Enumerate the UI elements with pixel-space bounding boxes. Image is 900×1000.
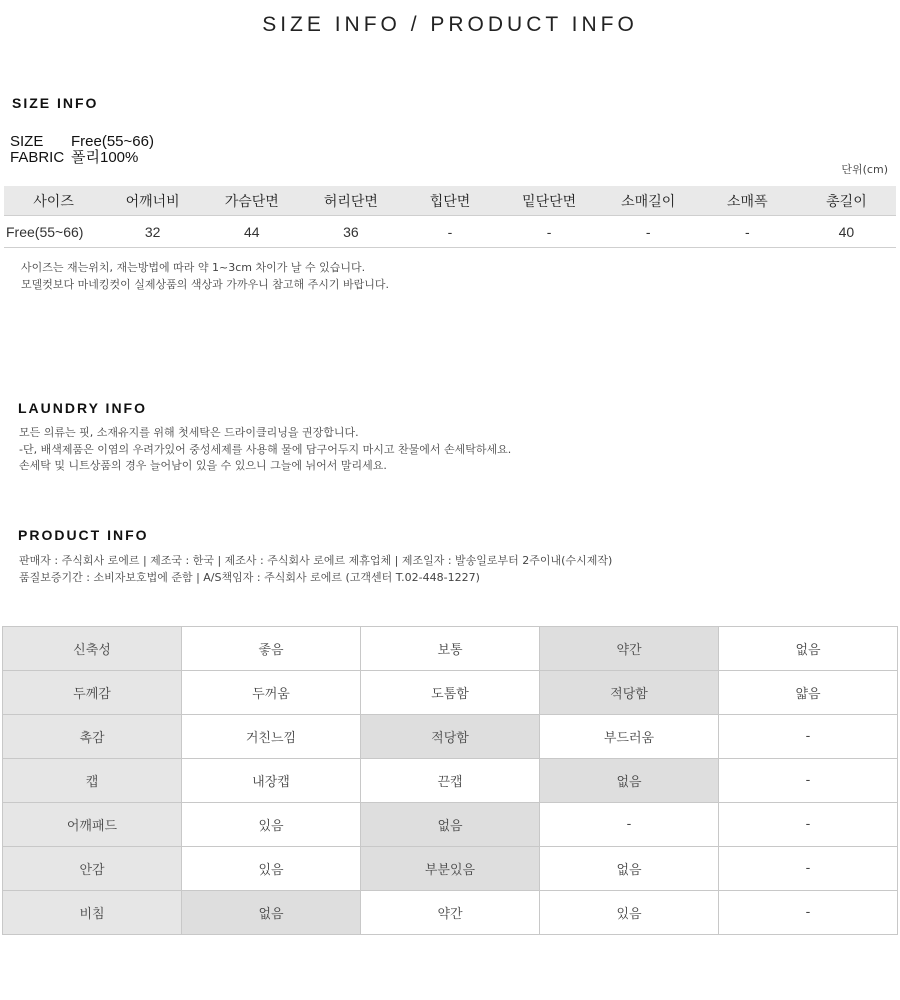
- attribute-option: 있음: [540, 891, 719, 935]
- size-cell: Free(55~66): [4, 216, 103, 248]
- size-note: 모델컷보다 마네킹컷이 실제상품의 색상과 가까우니 참고해 주시기 바랍니다.: [21, 277, 390, 291]
- laundry-text: [19, 425, 511, 475]
- product-line: 품질보증기간 : 소비자보호법에 준함 | A/S책임자 : 주식회사 로에르 (고객센터 T.02-448-1227): [19, 570, 480, 584]
- size-column-header: 사이즈: [4, 186, 103, 216]
- attribute-option: -: [719, 715, 898, 759]
- attribute-label: 어깨패드: [3, 803, 182, 847]
- laundry-info-heading: LAUNDRY INFO: [18, 400, 147, 416]
- attribute-option-selected: 약간: [540, 627, 719, 671]
- attribute-row: [3, 803, 898, 847]
- attribute-option-selected: 없음: [540, 759, 719, 803]
- size-cell: -: [698, 216, 797, 248]
- attribute-row: [3, 759, 898, 803]
- size-column-header: 총길이: [797, 186, 896, 216]
- table-row: [4, 216, 896, 248]
- size-cell: 44: [202, 216, 301, 248]
- size-table-header: [4, 186, 896, 216]
- attribute-option: 두꺼움: [182, 671, 361, 715]
- unit-label: 단위(cm): [841, 163, 888, 176]
- size-note: 사이즈는 재는위치, 재는방법에 따라 약 1~3cm 차이가 날 수 있습니다.: [21, 261, 366, 274]
- size-column-header: 힙단면: [400, 186, 499, 216]
- attribute-option: 없음: [719, 627, 898, 671]
- attribute-row: [3, 891, 898, 935]
- laundry-line: 손세탁 및 니트상품의 경우 늘어남이 있을 수 있으니 그늘에 뉘어서 말리세요.: [19, 459, 387, 472]
- attribute-option: 있음: [182, 803, 361, 847]
- size-info-heading: SIZE INFO: [12, 95, 99, 111]
- size-column-header: 가슴단면: [202, 186, 301, 216]
- product-line: 판매자 : 주식회사 로에르 | 제조국 : 한국 | 제조사 : 주식회사 로에르 제휴업체 | 제조일자 : 발송일로부터 2주이내(수시제작): [19, 554, 613, 567]
- size-column-header: 허리단면: [301, 186, 400, 216]
- attribute-option-selected: 없음: [361, 803, 540, 847]
- size-cell: -: [599, 216, 698, 248]
- attribute-option: 내장캡: [182, 759, 361, 803]
- attribute-row: [3, 627, 898, 671]
- attribute-row: [3, 671, 898, 715]
- attribute-label: 안감: [3, 847, 182, 891]
- laundry-line: -단, 배색제품은 이염의 우려가있어 중성세제를 사용해 물에 담구어두지 마시고 찬물에서 손세탁하세요.: [19, 442, 512, 456]
- attribute-label: 캡: [3, 759, 182, 803]
- size-cell: -: [400, 216, 499, 248]
- attribute-row: [3, 715, 898, 759]
- size-column-header: 밑단단면: [500, 186, 599, 216]
- size-spec: [10, 134, 154, 166]
- product-info-heading: PRODUCT INFO: [18, 527, 149, 543]
- size-cell: 36: [301, 216, 400, 248]
- attribute-label: 두께감: [3, 671, 182, 715]
- size-value: Free(55~66): [71, 133, 154, 150]
- size-label: SIZE: [10, 133, 44, 150]
- attribute-option: 거친느낌: [182, 715, 361, 759]
- attribute-label: 촉감: [3, 715, 182, 759]
- attribute-option: -: [540, 803, 719, 847]
- laundry-line: 모든 의류는 핏, 소재유지를 위해 첫세탁은 드라이클리닝을 권장합니다.: [19, 426, 359, 439]
- attribute-option-selected: 적당함: [540, 671, 719, 715]
- size-column-header: 어깨너비: [103, 186, 202, 216]
- size-cell: 40: [797, 216, 896, 248]
- attribute-label: 신축성: [3, 627, 182, 671]
- page-title: SIZE INFO / PRODUCT INFO: [262, 13, 638, 36]
- attribute-option: 도톰함: [361, 671, 540, 715]
- attribute-option: -: [719, 891, 898, 935]
- attribute-option: -: [719, 803, 898, 847]
- attribute-option: 얇음: [719, 671, 898, 715]
- size-cell: -: [500, 216, 599, 248]
- attribute-option: -: [719, 759, 898, 803]
- attribute-option-selected: 없음: [182, 891, 361, 935]
- size-column-header: 소매폭: [698, 186, 797, 216]
- product-text: [19, 553, 612, 586]
- fabric-attribute-table: [2, 626, 898, 935]
- size-table: [4, 186, 896, 248]
- attribute-option: 보통: [361, 627, 540, 671]
- attribute-option: 부드러움: [540, 715, 719, 759]
- attribute-option: 있음: [182, 847, 361, 891]
- attribute-option: -: [719, 847, 898, 891]
- fabric-label: FABRIC: [10, 149, 65, 166]
- size-cell: 32: [103, 216, 202, 248]
- size-column-header: 소매길이: [599, 186, 698, 216]
- attribute-option: 끈캡: [361, 759, 540, 803]
- attribute-option-selected: 적당함: [361, 715, 540, 759]
- attribute-label: 비침: [3, 891, 182, 935]
- size-notes: [21, 260, 389, 293]
- attribute-option: 약간: [361, 891, 540, 935]
- attribute-option: 없음: [540, 847, 719, 891]
- attribute-option-selected: 부분있음: [361, 847, 540, 891]
- attribute-row: [3, 847, 898, 891]
- fabric-value: 폴리100%: [71, 149, 139, 166]
- attribute-option: 좋음: [182, 627, 361, 671]
